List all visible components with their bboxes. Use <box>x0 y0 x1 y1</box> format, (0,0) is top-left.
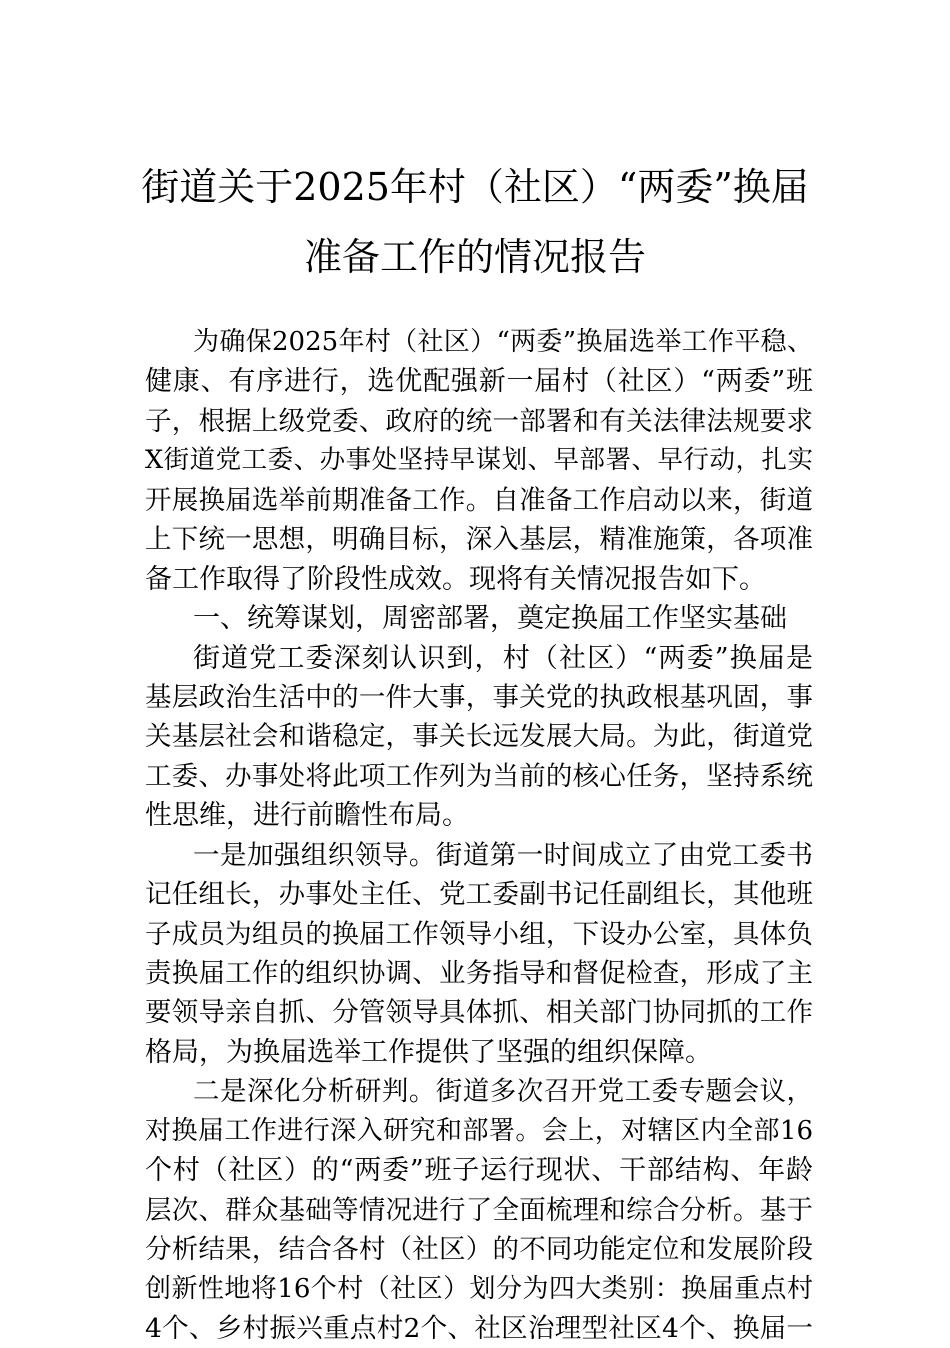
body-text-line: 备工作取得了阶段性成效。现将有关情况报告如下。 <box>145 563 766 595</box>
body-text-line: 4个、乡村振兴重点村2个、社区治理型社区4个、换届一 <box>145 1312 813 1344</box>
body-text-line: 一是加强组织领导。街道第一时间成立了由党工委书 <box>193 839 813 871</box>
body-text-line: 个村（社区）的“两委”班子运行现状、干部结构、年龄 <box>145 1155 813 1187</box>
body-text-line: 关基层社会和谐稳定，事关长远发展大局。为此，街道党 <box>145 721 813 753</box>
body-text-line: 记任组长，办事处主任、党工委副书记任副组长，其他班 <box>145 879 813 911</box>
body-text-line: 二是深化分析研判。街道多次召开党工委专题会议， <box>193 1076 813 1108</box>
body-text-line: 对换届工作进行深入研究和部署。会上，对辖区内全部16 <box>145 1115 813 1146</box>
body-text-line: 健康、有序进行，选优配强新一届村（社区）“两委”班 <box>145 366 813 398</box>
body-text-line: 创新性地将16个村（社区）划分为四大类别：换届重点村 <box>145 1273 813 1304</box>
body-text-line: 基层政治生活中的一件大事，事关党的执政根基巩固，事 <box>145 681 813 713</box>
body-text-line: 开展换届选举前期准备工作。自准备工作启动以来，街道 <box>145 484 813 516</box>
body-text-line: 为确保2025年村（社区）“两委”换届选举工作平稳、 <box>193 327 813 357</box>
document-title-line-1: 街道关于2025年村（社区）“两委”换届 <box>141 165 809 209</box>
body-text-line: X街道党工委、办事处坚持早谋划、早部署、早行动，扎实 <box>145 445 813 476</box>
body-text-line: 工委、办事处将此项工作列为当前的核心任务，坚持系统 <box>145 760 813 792</box>
body-text-line: 子，根据上级党委、政府的统一部署和有关法律法规要求 <box>145 405 813 437</box>
body-text-line: 分析结果，结合各村（社区）的不同功能定位和发展阶段 <box>145 1234 813 1266</box>
document-title-line-2: 准备工作的情况报告 <box>303 235 646 279</box>
body-text-line: 子成员为组员的换届工作领导小组，下设办公室，具体负 <box>145 918 813 950</box>
body-text-line: 层次、群众基础等情况进行了全面梳理和综合分析。基于 <box>145 1194 813 1226</box>
body-text-line: 上下统一思想，明确目标，深入基层，精准施策，各项准 <box>145 524 813 556</box>
body-text-line: 格局，为换届选举工作提供了坚强的组织保障。 <box>145 1036 712 1068</box>
document-body <box>145 323 813 1348</box>
body-text-line: 街道党工委深刻认识到，村（社区）“两委”换届是 <box>193 642 813 674</box>
body-text-line: 要领导亲自抓、分管领导具体抓、相关部门协同抓的工作 <box>145 997 813 1029</box>
body-text-line: 性思维，进行前瞻性布局。 <box>145 800 469 832</box>
body-text-line: 一、统筹谋划，周密部署，奠定换届工作坚实基础 <box>193 603 787 635</box>
body-text-line: 责换届工作的组织协调、业务指导和督促检查，形成了主 <box>145 958 813 989</box>
